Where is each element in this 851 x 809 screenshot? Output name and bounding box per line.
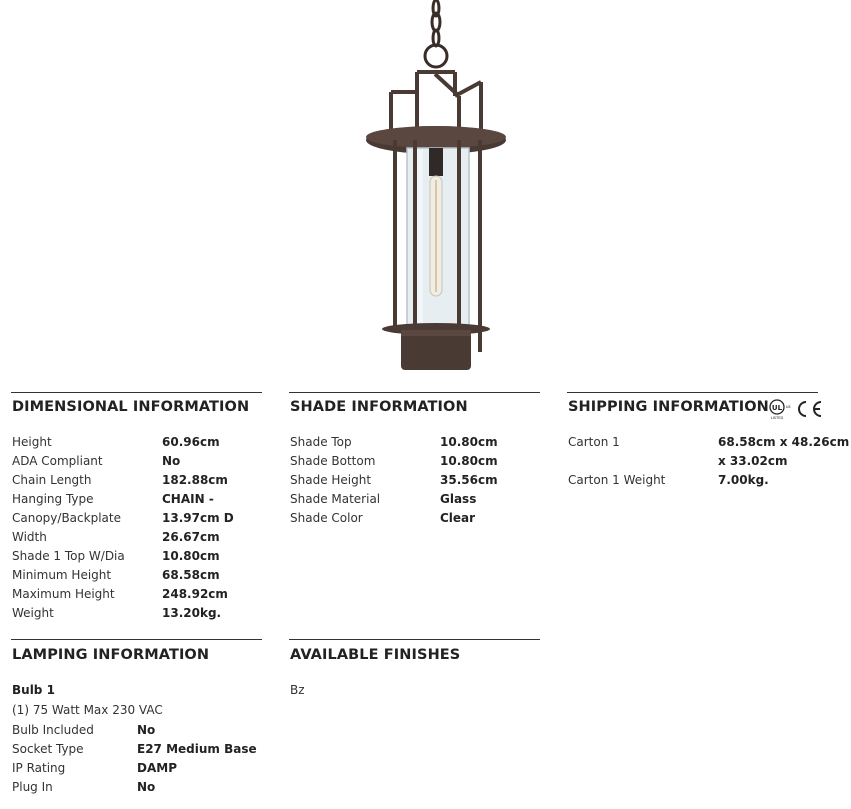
shade-title: SHADE INFORMATION [290,399,468,415]
lamping-title: LAMPING INFORMATION [12,647,210,663]
frame-top [391,72,481,130]
spec-value: 182.88cm [162,473,228,487]
ce-mark-icon [799,402,821,416]
spec-value: E27 Medium Base [137,742,257,756]
spec-value: 10.80cm [440,454,498,468]
svg-text:LISTED: LISTED [770,416,784,420]
spec-value: 68.58cm [162,568,220,582]
spec-value: 248.92cm [162,587,228,601]
spec-value: 7.00kg. [718,473,769,487]
finish-item: Bz [290,683,305,697]
spec-value: 26.67cm [162,530,220,544]
spec-label: Maximum Height [12,587,115,601]
spec-label: Height [12,435,52,449]
spec-label: Shade Height [290,473,372,487]
product-image [355,0,515,375]
spec-label: IP Rating [12,761,66,775]
chain [425,0,447,67]
svg-text:us: us [786,404,791,409]
spec-label: Socket Type [12,742,84,756]
spec-label: Shade Bottom [290,454,376,468]
shipping-title: SHIPPING INFORMATION [568,399,769,415]
spec-value: 10.80cm [162,549,220,563]
divider [289,392,540,393]
spec-label: Carton 1 Weight [568,473,666,487]
spec-value: Clear [440,511,476,525]
spec-value: CHAIN - [162,492,214,506]
ul-listed-icon [770,400,791,420]
spec-value: No [162,454,181,468]
finishes-title: AVAILABLE FINISHES [290,647,461,663]
divider [11,639,262,640]
divider [11,392,262,393]
certification-marks [768,398,824,420]
spec-label: Width [12,530,47,544]
spec-value: DAMP [137,761,177,775]
bulb-heading: Bulb 1 [12,683,55,697]
spec-label: Shade Color [290,511,363,525]
spec-label: Canopy/Backplate [12,511,121,525]
spec-value: 13.97cm D [162,511,234,525]
spec-value: No [137,723,156,737]
spec-label: Carton 1 [568,435,620,449]
spec-label: ADA Compliant [12,454,103,468]
bulb-description: (1) 75 Watt Max 230 VAC [12,703,163,717]
spec-label: Chain Length [12,473,92,487]
divider [567,392,818,393]
spec-label: Shade Top [290,435,352,449]
spec-value: 60.96cm [162,435,220,449]
spec-label: Shade Material [290,492,381,506]
spec-label: Weight [12,606,54,620]
spec-value-continued: x 33.02cm [718,454,788,468]
dimensional-title: DIMENSIONAL INFORMATION [12,399,250,415]
spec-value: Glass [440,492,477,506]
spec-value: 10.80cm [440,435,498,449]
spec-label: Bulb Included [12,723,94,737]
spec-value: No [137,780,156,794]
spec-value: 68.58cm x 48.26cm [718,435,850,449]
divider [289,639,540,640]
spec-label: Shade 1 Top W/Dia [12,549,125,563]
spec-value: 13.20kg. [162,606,222,620]
spec-label: Hanging Type [12,492,94,506]
svg-text:UL: UL [771,404,783,412]
spec-label: Minimum Height [12,568,112,582]
spec-value: 35.56cm [440,473,498,487]
spec-label: Plug In [12,780,53,794]
